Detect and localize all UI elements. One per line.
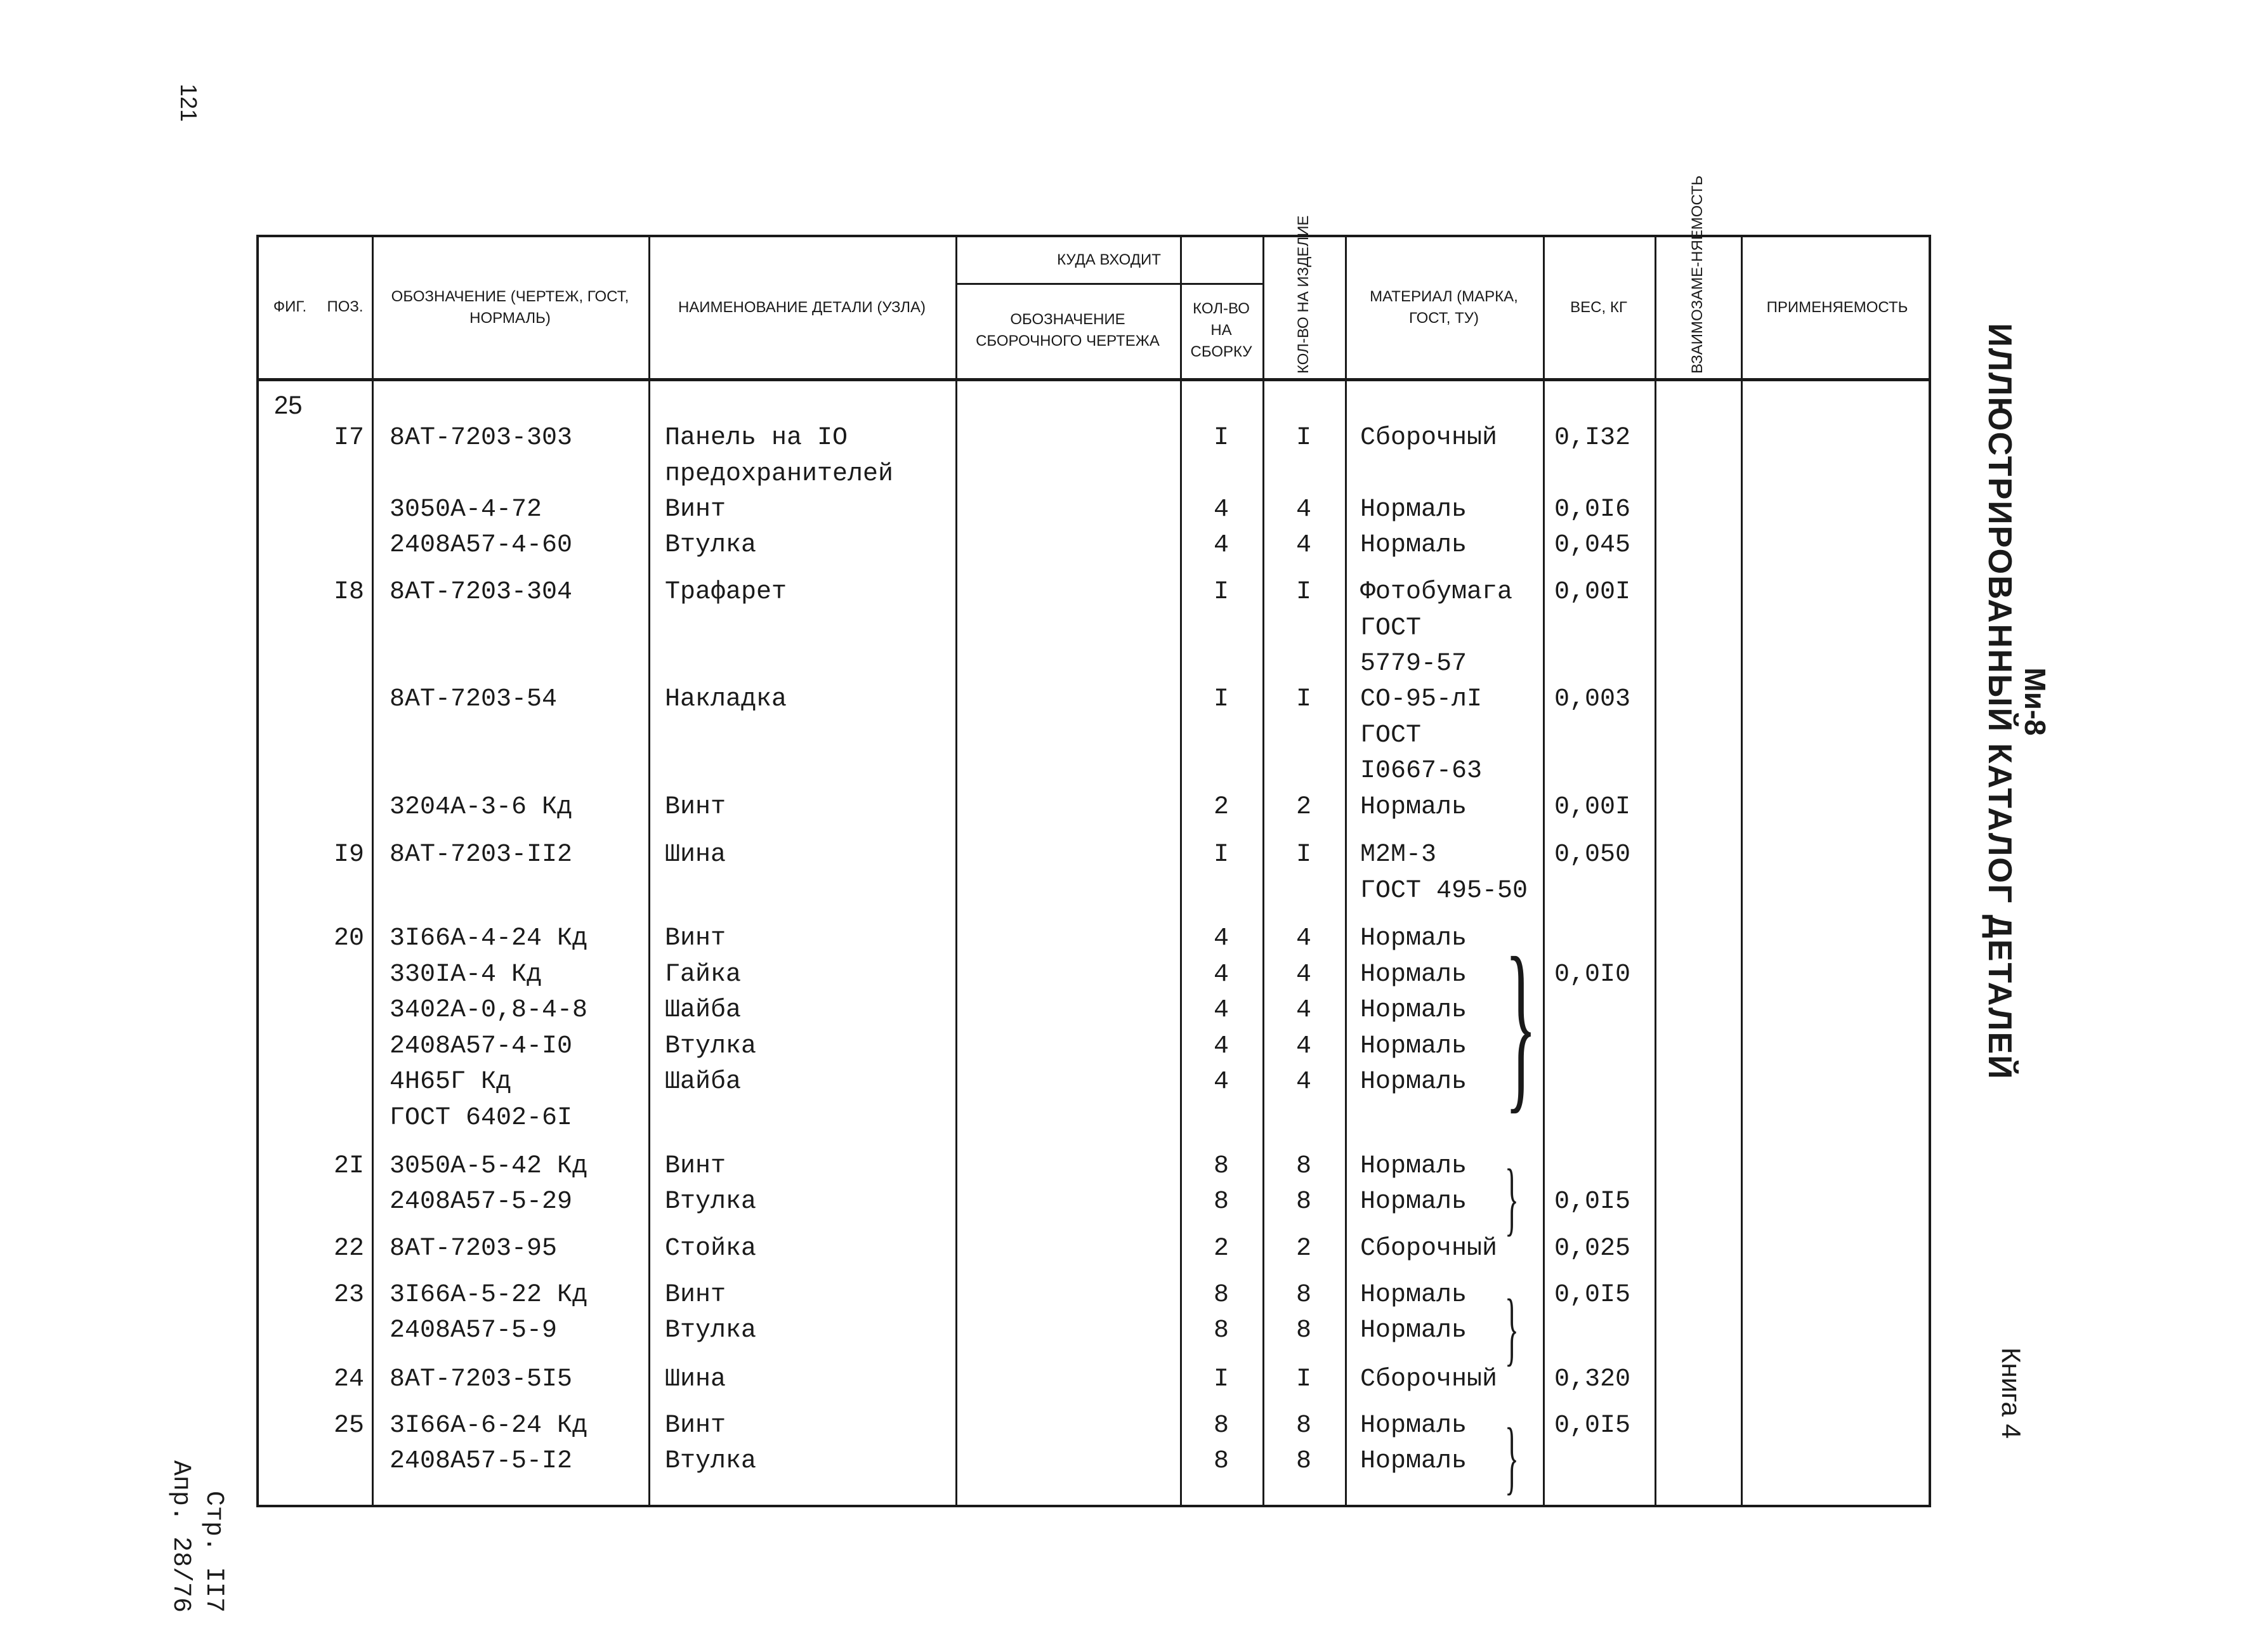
cell-name: Шайба: [665, 996, 742, 1025]
cell-qty-product: 4: [1295, 495, 1311, 524]
cell-name: Винт: [665, 1412, 726, 1440]
cell-pos: 25: [333, 1412, 364, 1440]
cell-designation: 8АТ-7203-304: [390, 578, 573, 606]
cell-material: Сборочный: [1360, 424, 1498, 452]
cell-qty-assembly: I: [1213, 578, 1229, 606]
cell-qty-product: I: [1295, 578, 1311, 606]
cell-material: I0667-63: [1360, 757, 1483, 785]
cell-name: Шайба: [665, 1068, 742, 1096]
header-designation: ОБОЗНАЧЕНИЕ (ЧЕРТЕЖ, ГОСТ, НОРМАЛЬ): [391, 288, 629, 327]
cell-weight: 0,00I: [1554, 793, 1631, 822]
cell-qty-assembly: 2: [1213, 793, 1229, 822]
cell-weight: 0,050: [1554, 841, 1631, 869]
cell-qty-product: 4: [1295, 1068, 1311, 1096]
cell-material: ГОСТ: [1360, 721, 1422, 750]
cell-qty-product: 2: [1295, 1235, 1311, 1263]
cell-designation: 2408А57-5-9: [390, 1316, 558, 1345]
cell-qty-product: 8: [1295, 1281, 1311, 1309]
cell-qty-product: 8: [1295, 1188, 1311, 1216]
cell-material: Нормаль: [1360, 996, 1467, 1025]
cell-material: Сборочный: [1360, 1365, 1498, 1394]
cell-weight: 0,025: [1554, 1235, 1631, 1263]
cell-weight: 0,045: [1554, 531, 1631, 560]
cell-name: предохранителей: [665, 460, 894, 488]
page-ref-date: Апр. 28/76: [166, 1460, 195, 1613]
cell-qty-assembly: 8: [1213, 1188, 1229, 1216]
header-weight: ВЕС, КГ: [1570, 299, 1627, 316]
cell-name: Винт: [665, 924, 726, 953]
cell-name: Трафарет: [665, 578, 787, 606]
header-qty-product: КОЛ-ВО НА ИЗДЕЛИЕ: [1295, 215, 1312, 374]
column-divider: [648, 237, 650, 1505]
cell-name: Винт: [665, 495, 726, 524]
cell-name: Втулка: [665, 1447, 757, 1476]
aircraft-model: Ми-8: [2019, 667, 2052, 736]
cell-pos: 20: [333, 924, 364, 953]
cell-weight: 0,0I5: [1554, 1281, 1631, 1309]
cell-qty-product: I: [1295, 1365, 1311, 1394]
cell-designation: 2408А57-5-29: [390, 1188, 573, 1216]
cell-name: Винт: [665, 1152, 726, 1181]
header-applicability: ПРИМЕНЯЕМОСТЬ: [1766, 299, 1908, 316]
cell-designation: 8АТ-7203-5I5: [390, 1365, 573, 1394]
cell-qty-product: 8: [1295, 1152, 1311, 1181]
catalog-title: [1982, 258, 2053, 1146]
cell-designation: 3402А-0,8-4-8: [390, 996, 588, 1025]
cell-pos: 22: [333, 1235, 364, 1263]
column-divider: [1345, 237, 1347, 1505]
cell-material: Нормаль: [1360, 495, 1467, 524]
group-brace: }: [1505, 919, 1537, 1129]
cell-qty-assembly: 8: [1213, 1412, 1229, 1440]
cell-name: Втулка: [665, 1032, 757, 1061]
cell-name: Шина: [665, 1365, 726, 1394]
group-brace: }: [1505, 1283, 1519, 1374]
cell-qty-assembly: I: [1213, 1365, 1229, 1394]
cell-pos: I7: [333, 424, 364, 452]
column-divider: [1655, 237, 1656, 1505]
cell-material: Нормаль: [1360, 1412, 1467, 1440]
cell-material: М2М-3: [1360, 841, 1437, 869]
cell-qty-assembly: 8: [1213, 1316, 1229, 1345]
cell-pos: 24: [333, 1365, 364, 1394]
cell-qty-product: I: [1295, 841, 1311, 869]
cell-designation: 3I66А-6-24 Кд: [390, 1412, 588, 1440]
cell-name: Винт: [665, 1281, 726, 1309]
cell-designation: 330IА-4 Кд: [390, 960, 542, 989]
cell-designation: 3I66А-5-22 Кд: [390, 1281, 588, 1309]
cell-pos: I9: [333, 841, 364, 869]
cell-weight: 0,I32: [1554, 424, 1631, 452]
header-qty-assembly: КОЛ-ВО НА СБОРКУ: [1190, 300, 1252, 360]
cell-qty-product: 4: [1295, 996, 1311, 1025]
cell-qty-assembly: 4: [1213, 924, 1229, 953]
cell-material: Фотобумага: [1360, 578, 1513, 606]
cell-qty-assembly: 4: [1213, 960, 1229, 989]
header-pos: ПОЗ.: [327, 298, 364, 315]
cell-designation: 3I66А-4-24 Кд: [390, 924, 588, 953]
cell-designation: 8АТ-7203-54: [390, 685, 558, 714]
header-where-used: КУДА ВХОДИТ: [1057, 251, 1161, 268]
cell-name: Панель на IO: [665, 424, 848, 452]
page-reference: [164, 1321, 230, 1613]
page-number: 121: [176, 84, 202, 122]
cell-name: Винт: [665, 793, 726, 822]
cell-designation: 2408А57-4-I0: [390, 1032, 573, 1061]
catalog-name: ИЛЛЮСТРИРОВАННЫЙ КАТАЛОГ ДЕТАЛЕЙ: [1981, 323, 2018, 1080]
cell-designation: 4Н65Г Кд: [390, 1068, 512, 1096]
cell-pos: 2I: [333, 1152, 364, 1181]
cell-material: Нормаль: [1360, 1447, 1467, 1476]
cell-qty-assembly: 4: [1213, 495, 1229, 524]
cell-qty-assembly: 8: [1213, 1281, 1229, 1309]
column-divider: [1543, 237, 1545, 1505]
cell-qty-product: 4: [1295, 924, 1311, 953]
cell-weight: 0,0I5: [1554, 1412, 1631, 1440]
header-divider: [259, 378, 1929, 381]
cell-qty-assembly: 2: [1213, 1235, 1229, 1263]
cell-name: Втулка: [665, 531, 757, 560]
cell-qty-assembly: 4: [1213, 1032, 1229, 1061]
cell-material: Нормаль: [1360, 924, 1467, 953]
cell-qty-assembly: 4: [1213, 1068, 1229, 1096]
cell-weight: 0,320: [1554, 1365, 1631, 1394]
header-interchangeability: ВЗАИМОЗАМЕ-НЯЕМОСТЬ: [1689, 175, 1706, 374]
cell-qty-product: I: [1295, 424, 1311, 452]
cell-material: Сборочный: [1360, 1235, 1498, 1263]
cell-qty-product: 4: [1295, 1032, 1311, 1061]
cell-designation: 2408А57-4-60: [390, 531, 573, 560]
cell-material: 5779-57: [1360, 650, 1467, 678]
cell-material: ГОСТ: [1360, 614, 1422, 643]
parts-catalog-table: [256, 175, 1931, 1507]
column-divider: [372, 237, 374, 1505]
cell-material: Нормаль: [1360, 1152, 1467, 1181]
cell-designation: 8АТ-7203-II2: [390, 841, 573, 869]
cell-qty-product: 8: [1295, 1412, 1311, 1440]
cell-material: ГОСТ 495-50: [1360, 877, 1528, 905]
cell-qty-product: 4: [1295, 531, 1311, 560]
cell-weight: 0,00I: [1554, 578, 1631, 606]
cell-name: Гайка: [665, 960, 742, 989]
cell-weight: 0,0I6: [1554, 495, 1631, 524]
header-name: НАИМЕНОВАНИЕ ДЕТАЛИ (УЗЛА): [678, 299, 926, 316]
cell-name: Втулка: [665, 1188, 757, 1216]
cell-qty-assembly: I: [1213, 841, 1229, 869]
cell-qty-product: I: [1295, 685, 1311, 714]
cell-qty-assembly: 4: [1213, 531, 1229, 560]
cell-designation: 3050А-5-42 Кд: [390, 1152, 588, 1181]
header-assembly-drawing: ОБОЗНАЧЕНИЕ СБОРОЧНОГО ЧЕРТЕЖА: [976, 311, 1160, 350]
cell-designation: 8АТ-7203-95: [390, 1235, 558, 1263]
cell-qty-assembly: 8: [1213, 1152, 1229, 1181]
cell-qty-assembly: I: [1213, 685, 1229, 714]
cell-qty-product: 8: [1295, 1447, 1311, 1476]
cell-name: Стойка: [665, 1235, 757, 1263]
cell-material: Нормаль: [1360, 531, 1467, 560]
cell-name: Шина: [665, 841, 726, 869]
cell-designation: 2408А57-5-I2: [390, 1447, 573, 1476]
cell-designation: 3050А-4-72: [390, 495, 542, 524]
cell-material: Нормаль: [1360, 1281, 1467, 1309]
figure-number: 25: [274, 391, 303, 419]
cell-designation: 8АТ-7203-303: [390, 424, 573, 452]
cell-designation: 3204А-3-6 Кд: [390, 793, 573, 822]
cell-designation: ГОСТ 6402-6I: [390, 1104, 573, 1132]
column-divider: [955, 237, 957, 1505]
cell-material: СО-95-лI: [1360, 685, 1483, 714]
cell-qty-assembly: 8: [1213, 1447, 1229, 1476]
cell-material: Нормаль: [1360, 1032, 1467, 1061]
cell-material: Нормаль: [1360, 960, 1467, 989]
cell-pos: 23: [333, 1281, 364, 1309]
header-fig: ФИГ.: [273, 298, 307, 315]
cell-pos: I8: [333, 578, 364, 606]
cell-weight: 0,0I0: [1554, 960, 1631, 989]
cell-material: Нормаль: [1360, 1188, 1467, 1216]
cell-qty-product: 4: [1295, 960, 1311, 989]
cell-weight: 0,003: [1554, 685, 1631, 714]
group-brace: }: [1505, 1153, 1519, 1244]
header-material: МАТЕРИАЛ (МАРКА, ГОСТ, ТУ): [1370, 288, 1518, 327]
cell-qty-assembly: I: [1213, 424, 1229, 452]
cell-qty-assembly: 4: [1213, 996, 1229, 1025]
cell-qty-product: 2: [1295, 793, 1311, 822]
cell-material: Нормаль: [1360, 1316, 1467, 1345]
page-ref-page: Стр. II7: [199, 1490, 228, 1613]
cell-material: Нормаль: [1360, 793, 1467, 822]
cell-weight: 0,0I5: [1554, 1188, 1631, 1216]
cell-name: Втулка: [665, 1316, 757, 1345]
cell-qty-product: 8: [1295, 1316, 1311, 1345]
cell-material: Нормаль: [1360, 1068, 1467, 1096]
book-label: Книга 4: [1996, 1347, 2026, 1439]
cell-name: Накладка: [665, 685, 787, 714]
group-brace: }: [1505, 1412, 1519, 1503]
column-divider: [1741, 237, 1743, 1505]
